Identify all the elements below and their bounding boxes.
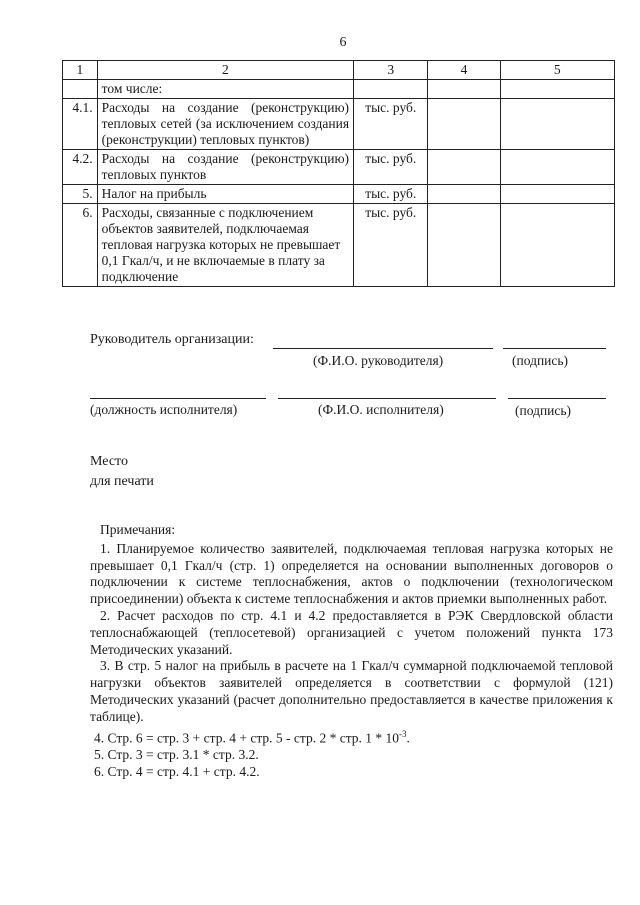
notes-section	[90, 522, 613, 780]
exec-position-caption: (должность исполнителя)	[90, 402, 238, 417]
table-row	[63, 80, 615, 99]
page-number: 6	[339, 35, 347, 50]
row-name: Расходы на создание (реконструкцию) тепловых пунктов	[97, 150, 353, 185]
exec-sign-line	[508, 398, 606, 399]
table-row	[63, 185, 615, 204]
exec-name-caption: (Ф.И.О. исполнителя)	[318, 402, 444, 417]
head-sign-caption: (подпись)	[512, 353, 569, 368]
row-value-col5	[500, 185, 614, 204]
table-header-cell: 4	[428, 61, 500, 80]
row-number: 6.	[63, 204, 98, 287]
exec-position-line	[90, 398, 266, 399]
head-name-caption: (Ф.И.О. руководителя)	[313, 353, 444, 368]
table-header-cell: 5	[500, 61, 614, 80]
row-name: том числе:	[97, 80, 353, 99]
table-header-cell: 3	[354, 61, 428, 80]
table-header-cell: 1	[63, 61, 98, 80]
row-unit	[354, 80, 428, 99]
row-name: Расходы на создание (реконструкцию) тепловых сетей (за исключением создания (реконструкции) тепловых пунктов)	[97, 99, 353, 150]
table-row	[63, 150, 615, 185]
row-value-col5	[500, 99, 614, 150]
row-unit: тыс. руб.	[354, 185, 428, 204]
note-item	[90, 541, 613, 608]
formula-item: 5. Стр. 3 = стр. 3.1 * стр. 3.2.	[94, 746, 259, 762]
row-value-col4	[428, 80, 500, 99]
stamp-line: Место	[90, 454, 128, 469]
stamp-place	[90, 452, 154, 492]
table-header-cell: 2	[97, 61, 353, 80]
stamp-line: для печати	[90, 474, 154, 489]
cost-table	[62, 60, 615, 287]
row-value-col5	[500, 204, 614, 287]
head-sign-line	[503, 348, 606, 349]
formula-text: 4. Стр. 6 = стр. 3 + стр. 4 + стр. 5 - стр. 2 * стр. 1 * 10	[94, 730, 400, 746]
table-row	[63, 99, 615, 150]
row-number	[63, 80, 98, 99]
row-value-col5	[500, 150, 614, 185]
head-label: Руководитель организации:	[90, 332, 254, 347]
row-value-col5	[500, 80, 614, 99]
row-unit: тыс. руб.	[354, 99, 428, 150]
note-text: 1. Планируемое количество заявителей, подключаемая тепловая нагрузка которых не превышает 0,1 Гкал/ч (стр. 1) определяется на основании выполненных договоров о подключении к системе теплоснабжения, актов о подключении (технологическом присоединении) объекта к системе теплоснабжения и актов приемки выполненных работ.	[90, 540, 613, 607]
row-unit: тыс. руб.	[354, 150, 428, 185]
row-value-col4	[428, 99, 500, 150]
row-value-col4	[428, 204, 500, 287]
formula-exponent: -3	[399, 728, 407, 739]
row-value-col4	[428, 185, 500, 204]
row-name: Налог на прибыль	[97, 185, 353, 204]
formula-item	[94, 726, 613, 747]
head-name-line	[273, 348, 493, 349]
note-text: 2. Расчет расходов по стр. 4.1 и 4.2 предоставляется в РЭК Свердловской области теплоснабжающей (теплосетевой) организацией с учетом положений пункта 173 Методических указаний.	[90, 607, 613, 657]
note-item	[90, 608, 613, 658]
formula-end: .	[406, 730, 410, 746]
row-value-col4	[428, 150, 500, 185]
note-text: 3. В стр. 5 налог на прибыль в расчете на 1 Гкал/ч суммарной подключаемой тепловой нагрузки объектов заявителей определяется в соответствии с формулой (121) Методических указаний (расчет дополнительно предоставляется в качестве приложения к таблице).	[90, 658, 613, 724]
exec-name-line	[278, 398, 496, 399]
row-unit: тыс. руб.	[354, 204, 428, 287]
row-number: 4.1.	[63, 99, 98, 150]
row-name: Расходы, связанные с подключением объектов заявителей, подключаемая тепловая нагрузка которых не превышает 0,1 Гкал/ч, и не включаемые в плату за подключение	[97, 204, 353, 287]
formula-item: 6. Стр. 4 = стр. 4.1 + стр. 4.2.	[94, 763, 260, 779]
table-row	[63, 204, 615, 287]
row-number: 4.2.	[63, 150, 98, 185]
notes-title: Примечания:	[100, 522, 176, 537]
table-header-row	[63, 61, 615, 80]
exec-sign-caption: (подпись)	[515, 403, 572, 418]
row-number: 5.	[63, 185, 98, 204]
note-item	[90, 658, 613, 725]
